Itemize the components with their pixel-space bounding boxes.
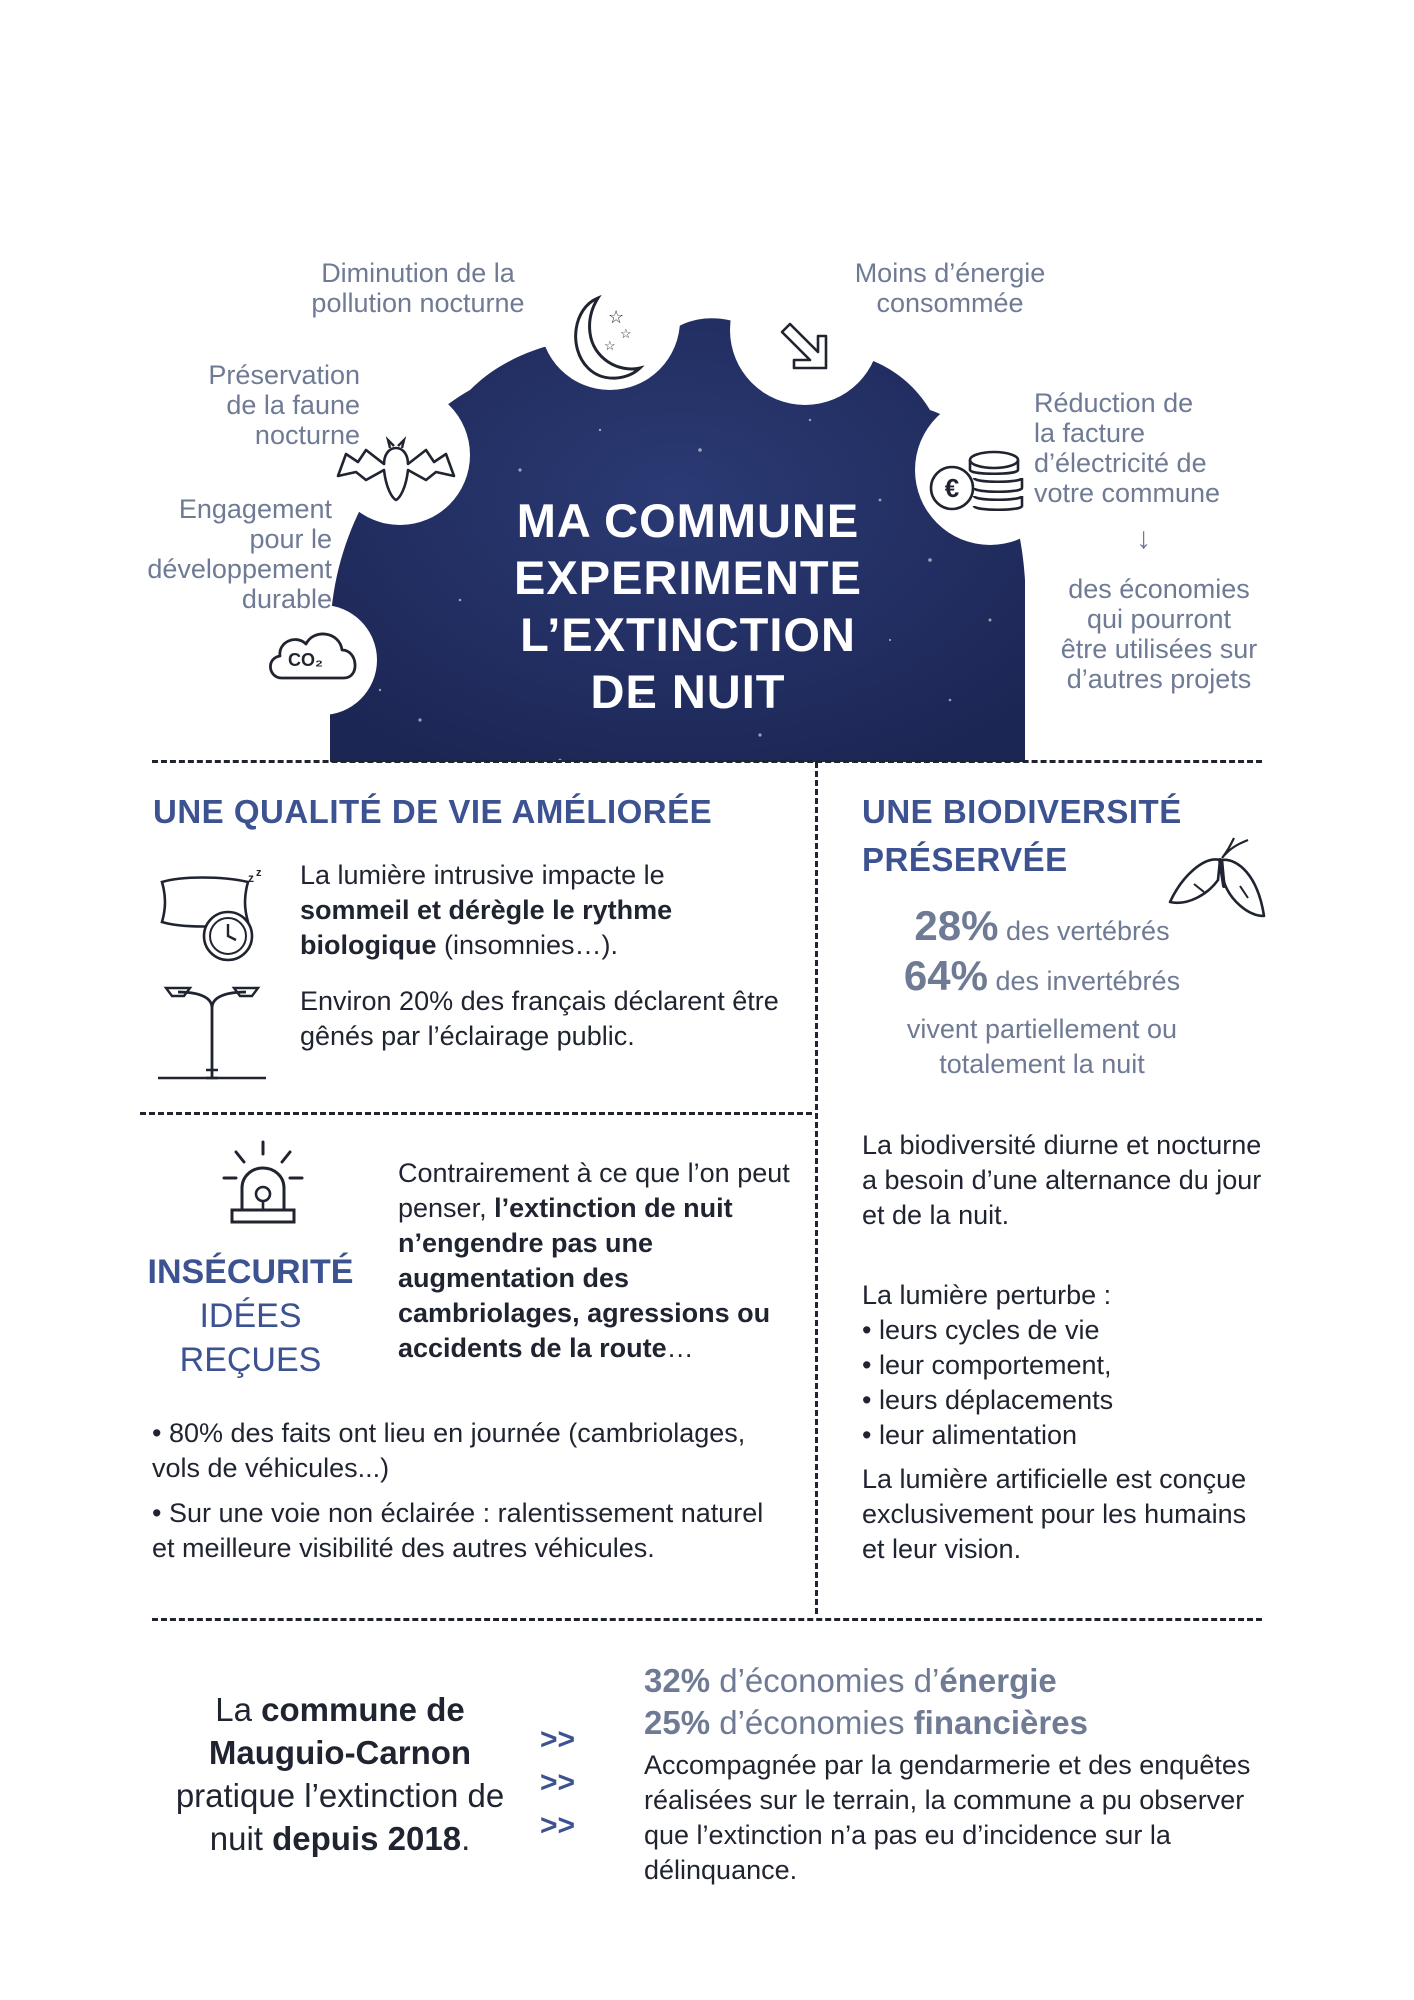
svg-text:z: z	[248, 871, 254, 885]
text-span: d’économies	[710, 1704, 914, 1741]
list-item: • leur alimentation	[862, 1420, 1078, 1450]
biodiversite-para-3: La lumière artificielle est conçue exclusivement pour les humains et leur vision.	[862, 1464, 1247, 1564]
text-span: d’économies d’	[710, 1662, 940, 1699]
svg-text:☆: ☆	[620, 326, 632, 341]
co2-label: CO₂	[288, 650, 323, 670]
stat-vertebres-value: 28%	[914, 902, 999, 949]
econ-energie	[644, 1660, 1264, 1702]
divider-bottom	[152, 1618, 1262, 1621]
street-lamp-icon	[156, 982, 268, 1080]
stat-vertebres-label: des vertébrés	[998, 916, 1170, 946]
text-bold: depuis 2018	[272, 1820, 462, 1857]
insecurite-title-line3: REÇUES	[179, 1341, 322, 1379]
text-bold: énergie	[939, 1662, 1057, 1699]
list-item: • leur comportement,	[862, 1350, 1112, 1380]
divider-left-middle	[140, 1112, 812, 1115]
svg-text:z: z	[256, 868, 262, 879]
chevron-item: >>	[540, 1723, 576, 1756]
section-title-qualite: UNE QUALITÉ DE VIE AMÉLIORÉE	[153, 793, 713, 830]
benefit-energie: Moins d’énergie consommée	[854, 258, 1046, 318]
chevrons-icon	[540, 1718, 575, 1847]
benefit-facture: Réduction de la facture d’électricité de votre commune	[1034, 388, 1221, 508]
divider-vertical	[815, 762, 818, 1614]
benefit-developpement: Engagement pour le développement durable	[147, 494, 332, 614]
hero-title-line: DE NUIT	[590, 665, 786, 718]
arrow-down-icon: ↓	[1136, 522, 1151, 555]
list-item: • leurs déplacements	[862, 1385, 1114, 1415]
qualite-item-eclairage: Environ 20% des français déclarent être gênés par l’éclairage public.	[300, 986, 779, 1051]
moon-stars-icon	[558, 288, 648, 388]
chevron-item: >>	[540, 1809, 576, 1842]
siren-icon	[218, 1138, 308, 1230]
stat-invertebres-value: 64%	[903, 952, 988, 999]
chevron-item: >>	[540, 1766, 576, 1799]
econ-financieres	[644, 1702, 1264, 1744]
footer-economies	[644, 1660, 1264, 1888]
stat-invertebres-label: des invertébrés	[987, 966, 1181, 996]
stat-invertebres	[862, 952, 1222, 1000]
text-span: …	[666, 1333, 694, 1363]
arrow-down-right-icon	[776, 318, 836, 378]
biodiversite-list-intro: La lumière perturbe :	[862, 1280, 1112, 1310]
insecurite-title-bold: INSÉCURITÉ	[147, 1253, 354, 1291]
insecurite-bullet-1: • 80% des faits ont lieu en journée (cambriolages, vols de véhicules...)	[152, 1418, 746, 1483]
benefit-pollution: Diminution de la pollution nocturne	[311, 258, 525, 318]
text-span: .	[461, 1820, 471, 1857]
stat-vertebres	[862, 902, 1222, 950]
text-span: (insomnies…).	[436, 930, 619, 960]
insecurite-title-line2: IDÉES	[199, 1297, 302, 1335]
benefit-economies: des économies qui pourront être utilisées sur d’autres projets	[1060, 574, 1258, 694]
insecurite-intro	[398, 1156, 793, 1366]
hero-title-line: L’EXTINCTION	[520, 608, 856, 661]
hero-title-line: MA COMMUNE	[516, 494, 860, 547]
footer-commune-text	[150, 1688, 530, 1860]
text-span: pratique l’extinction de nuit	[175, 1777, 505, 1857]
qualite-item-sommeil	[300, 858, 780, 963]
biodiversite-para-1: La biodiversité diurne et nocturne a besoin d’une alternance du jour et de la nuit.	[862, 1130, 1262, 1230]
stat-caption: vivent partiellement ou totalement la nuit	[906, 1014, 1178, 1079]
list-item: • leurs cycles de vie	[862, 1315, 1100, 1345]
divider-top	[152, 760, 1262, 763]
section-title-line: PRÉSERVÉE	[862, 841, 1068, 878]
footer-paragraph: Accompagnée par la gendarmerie et des enquêtes réalisées sur le terrain, la commune a pu observer que l’extinction n’a pas eu d’incidence sur la délinquance.	[644, 1750, 1251, 1885]
hero-title-line: EXPERIMENTE	[514, 551, 862, 604]
text-span: La lumière intrusive impacte le	[300, 860, 665, 890]
svg-text:€: €	[944, 473, 960, 503]
svg-text:☆: ☆	[604, 338, 616, 353]
pillow-clock-icon	[152, 868, 268, 968]
text-bold: financières	[913, 1704, 1088, 1741]
benefit-faune: Préservation de la faune nocturne	[208, 360, 360, 450]
biodiversite-list	[862, 1278, 1262, 1453]
svg-text:☆: ☆	[608, 307, 625, 327]
coins-euro-icon	[928, 448, 1028, 518]
insecurite-title	[138, 1250, 363, 1382]
text-span: Contrairement à ce que l’on peut penser,	[398, 1158, 790, 1223]
text-bold: commune de Mauguio-Carnon	[208, 1691, 472, 1771]
hero-title	[448, 492, 928, 720]
text-bold: sommeil et dérègle le rythme biologique	[300, 895, 673, 960]
econ-financieres-value: 25%	[644, 1704, 711, 1741]
text-bold: l’extinction de nuit n’engendre pas une augmentation des cambriolages, agressions ou accidents de la route	[398, 1193, 771, 1363]
econ-energie-value: 32%	[644, 1662, 711, 1699]
insecurite-bullet-2: • Sur une voie non éclairée : ralentissement naturel et meilleure visibilité des autres véhicules.	[152, 1498, 764, 1563]
text-span: La	[215, 1691, 262, 1728]
section-title-line: UNE BIODIVERSITÉ	[862, 793, 1182, 830]
